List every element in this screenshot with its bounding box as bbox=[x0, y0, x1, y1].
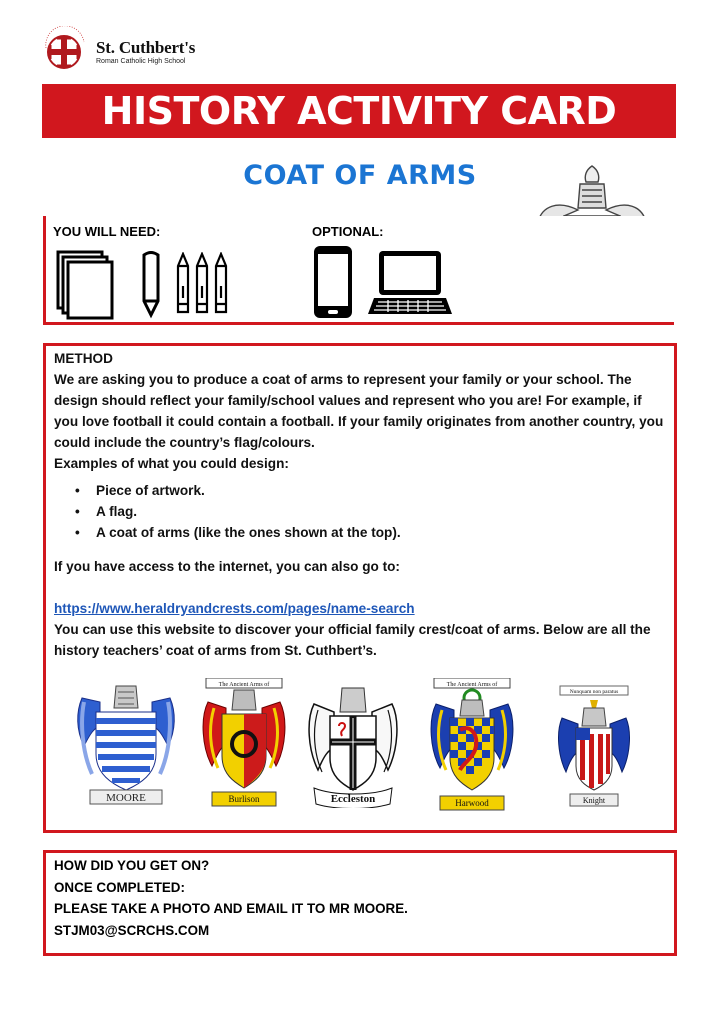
once-completed: ONCE COMPLETED: bbox=[54, 879, 185, 895]
pencil-icon bbox=[140, 249, 162, 319]
list-item: • A coat of arms (like the ones shown at the top). bbox=[96, 522, 668, 543]
you-will-need-label: YOU WILL NEED: bbox=[53, 224, 161, 239]
heraldry-link[interactable]: https://www.heraldryandcrests.com/pages/name-search bbox=[54, 601, 415, 616]
done-heading: HOW DID YOU GET ON? bbox=[54, 858, 210, 873]
laptop-icon bbox=[368, 248, 452, 318]
school-name: St. Cuthbert's bbox=[96, 38, 196, 57]
crest-banner-burlison: The Ancient Arms of bbox=[218, 682, 270, 688]
examples-list bbox=[54, 480, 668, 543]
school-logo bbox=[40, 26, 260, 76]
crest-label-harwood: Harwood bbox=[455, 798, 489, 808]
harwood-crest-icon bbox=[426, 678, 518, 812]
school-crest-icon bbox=[40, 26, 96, 74]
crest-label-moore: MOORE bbox=[106, 792, 146, 804]
examples-lead: Examples of what you could design: bbox=[54, 456, 289, 471]
website-text: You can use this website to discover your official family crest/coat of arms. Below are all the history teachers’ coat of arms from St. Cuthbert’s. bbox=[54, 622, 651, 658]
crest-label-eccleston: Eccleston bbox=[330, 793, 376, 805]
burlison-crest-icon bbox=[198, 678, 290, 808]
submission-box bbox=[43, 850, 677, 956]
school-subtitle: Roman Catholic High School bbox=[96, 58, 186, 65]
internet-lead: If you have access to the internet, you can also go to: bbox=[54, 559, 400, 574]
colouring-pencils-icon bbox=[174, 252, 232, 318]
eccleston-crest-icon bbox=[304, 684, 402, 808]
photo-instruction: PLEASE TAKE A PHOTO AND EMAIL IT TO MR MOORE. bbox=[54, 901, 408, 916]
optional-label: OPTIONAL: bbox=[312, 224, 384, 239]
knight-family-crest-icon bbox=[552, 682, 636, 810]
crest-banner-knight: Nunquam non paratus bbox=[569, 689, 619, 695]
method-heading: METHOD bbox=[54, 351, 113, 366]
phone-icon bbox=[312, 244, 356, 322]
teacher-crests bbox=[72, 682, 672, 822]
list-item: • A flag. bbox=[96, 501, 668, 522]
crest-label-knight: Knight bbox=[582, 796, 606, 805]
crest-label-burlison: Burlison bbox=[228, 794, 260, 804]
method-box bbox=[43, 343, 677, 833]
page-title: HISTORY ACTIVITY CARD bbox=[42, 84, 676, 138]
crest-banner-harwood: The Ancient Arms of bbox=[446, 682, 498, 688]
moore-crest-icon bbox=[74, 682, 178, 806]
paper-icon bbox=[54, 246, 116, 320]
list-item: • Piece of artwork. bbox=[96, 480, 668, 501]
page-subtitle: COAT OF ARMS bbox=[243, 160, 477, 191]
contact-email: STJM03@SCRCHS.COM bbox=[54, 922, 210, 938]
method-intro: We are asking you to produce a coat of arms to represent your family or your school. The design should reflect your family/school values and represent who you are! For example, if you love football it could contain a football. If your family originates from another country, you could include the country’s flag/colours. bbox=[54, 372, 664, 450]
